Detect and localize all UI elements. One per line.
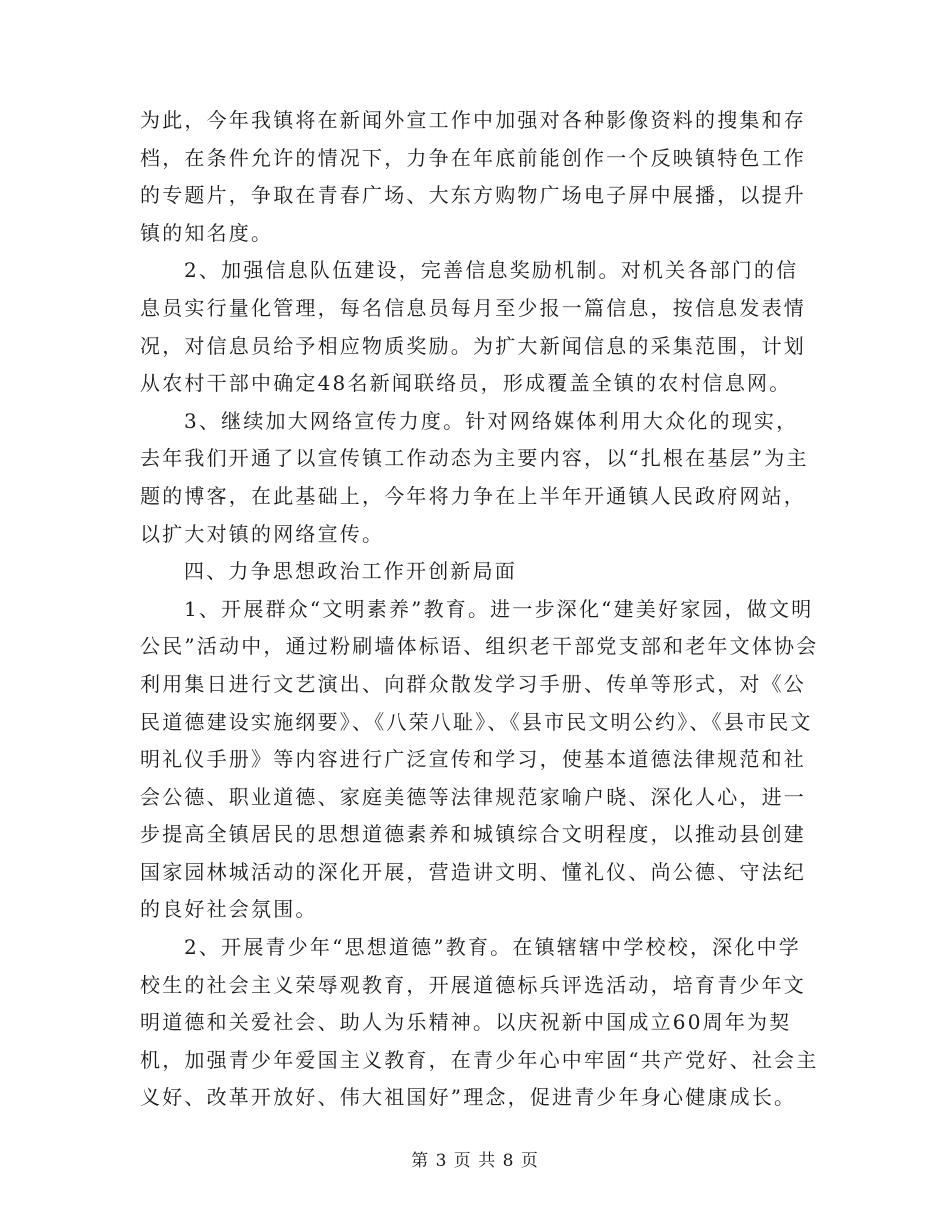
page-footer — [0, 1146, 950, 1171]
document-body — [140, 102, 820, 1117]
paragraph-intro-continuation: 为此，今年我镇将在新闻外宣工作中加强对各种影像资料的搜集和存档，在条件允许的情况下，力争在年底前能创作一个反映镇特色工作的专题片，争取在青春广场、大东方购物广场电子屏中展播，以提升镇的知名度。 — [140, 108, 806, 245]
page-number-label: 第 3 页 共 8 页 — [411, 1151, 539, 1171]
paragraph-section-4-item-1: 1、开展群众“文明素养”教育。进一步深化“建美好家园，做文明公民”活动中，通过粉刷墙体标语、组织老干部党支部和老年文体协会利用集日进行文艺演出、向群众散发学习手册、传单等形式，对《公民道德建设实施纲要》、《八荣八耻》、《县市民文明公约》、《县市民文明礼仪手册》等内容进行广泛宣传和学习，使基本道德法律规范和社会公德、职业道德、家庭美德等法律规范家喻户晓、深化人心，进一步提高全镇居民的思想道德素养和城镇综合文明程度，以推动县创建国家园林城活动的深化开展，营造讲文明、懂礼仪、尚公德、守法纪的良好社会氛围。 — [140, 596, 819, 922]
paragraph-item-2: 2、加强信息队伍建设，完善信息奖励机制。对机关各部门的信息员实行量化管理，每名信息员每月至少报一篇信息，按信息发表情况，对信息员给予相应物质奖励。为扩大新闻信息的采集范围，计划从农村干部中确定48名新闻联络员，形成覆盖全镇的农村信息网。 — [140, 258, 806, 396]
paragraph-item-3: 3、继续加大网络宣传力度。针对网络媒体利用大众化的现实，去年我们开通了以宣传镇工作动态为主要内容，以“扎根在基层”为主题的博客，在此基础上，今年将力争在上半年开通镇人民政府网站，以扩大对镇的网络宣传。 — [140, 408, 809, 546]
section-heading: 四、力争思想政治工作开创新局面 — [184, 559, 517, 584]
paragraph-section-4-item-2: 2、开展青少年“思想道德”教育。在镇辖辖中学校校，深化中学校生的社会主义荣辱观教育，开展道德标兵评选活动，培育青少年文明道德和关爱社会、助人为乐精神。以庆祝新中国成立60周年为契机，加强青少年爱国主义教育，在青少年心中牢固“共产党好、社会主义好、改革开放好、伟大祖国好”理念，促进青少年身心健康成长。 — [140, 935, 819, 1110]
